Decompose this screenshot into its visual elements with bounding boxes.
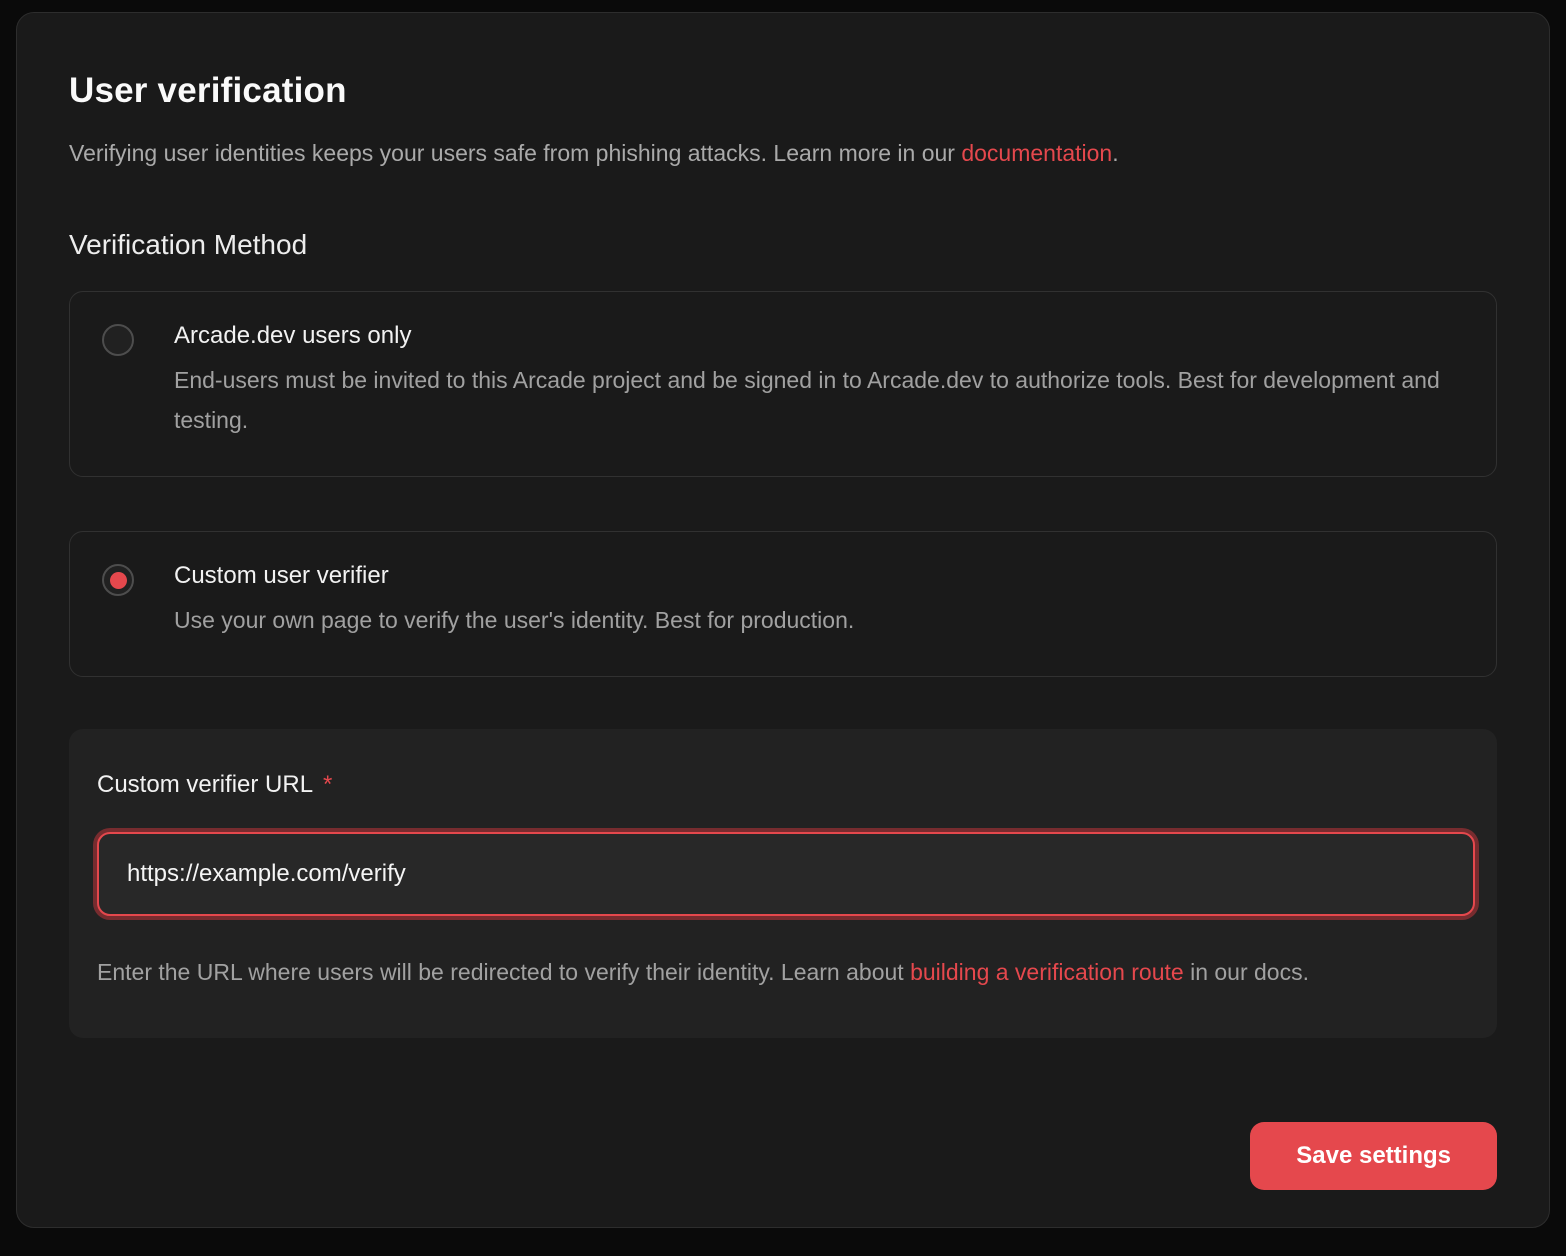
card-footer	[69, 1122, 1497, 1190]
option-text	[174, 562, 854, 640]
custom-verifier-url-input[interactable]	[97, 832, 1475, 916]
subtitle-period: .	[1112, 140, 1119, 166]
radio-button-arcade-users[interactable]	[102, 324, 134, 356]
save-settings-button[interactable]: Save settings	[1250, 1122, 1497, 1190]
user-verification-card	[16, 12, 1550, 1228]
custom-verifier-url-panel	[69, 729, 1497, 1038]
option-text	[174, 322, 1466, 440]
page-subtitle	[69, 138, 1497, 169]
building-verification-route-link[interactable]: building a verification route	[910, 959, 1184, 986]
verification-method-heading: Verification Method	[69, 229, 308, 261]
custom-verifier-url-label: Custom verifier URL	[97, 771, 314, 799]
subtitle-text: Verifying user identities keeps your users safe from phishing attacks. Learn more in our	[69, 140, 962, 166]
page-title: User verification	[69, 71, 347, 110]
field-label-row	[97, 771, 1469, 799]
radio-button-custom-verifier[interactable]	[102, 564, 134, 596]
help-text-end: in our docs.	[1183, 959, 1309, 986]
field-help-text	[97, 952, 1462, 992]
option-title-custom-verifier: Custom user verifier	[174, 562, 389, 590]
option-description-arcade-users: End-users must be invited to this Arcade project and be signed in to Arcade.dev to authorize tools. Best for development and testing.	[174, 367, 1440, 434]
option-description-custom-verifier: Use your own page to verify the user's identity. Best for production.	[174, 607, 855, 634]
help-text: Enter the URL where users will be redirected to verify their identity. Learn about	[97, 959, 911, 986]
radio-option-custom-verifier[interactable]	[69, 531, 1497, 677]
required-asterisk: *	[323, 771, 333, 799]
documentation-link[interactable]: documentation	[961, 140, 1113, 166]
radio-option-arcade-users[interactable]	[69, 291, 1497, 477]
option-title-arcade-users: Arcade.dev users only	[174, 322, 412, 350]
